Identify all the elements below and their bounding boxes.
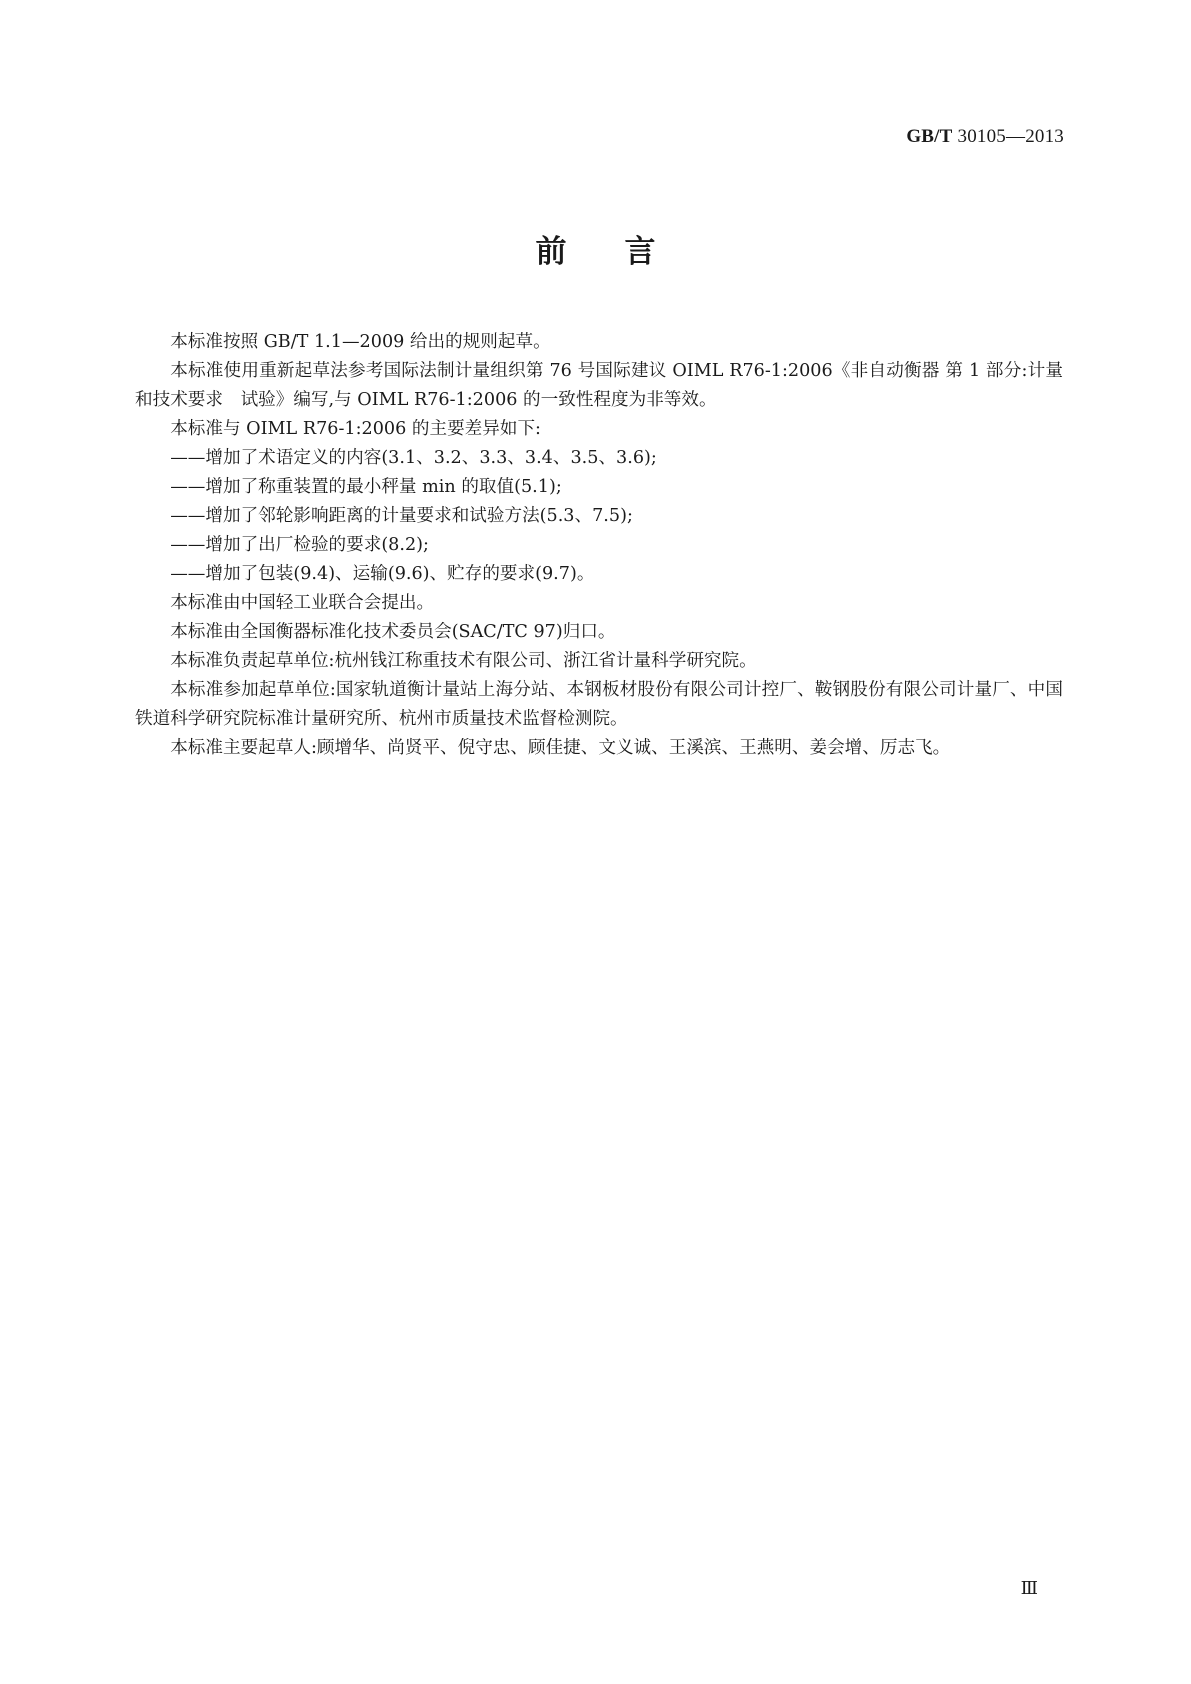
- list-item: ——增加了术语定义的内容(3.1、3.2、3.3、3.4、3.5、3.6);: [170, 448, 657, 468]
- standard-code-number: 30105—2013: [957, 126, 1064, 147]
- paragraph-committee: 本标准由全国衡器标准化技术委员会(SAC/TC 97)归口。: [170, 622, 616, 642]
- paragraph-participating-drafters: 本标准参加起草单位:国家轨道衡计量站上海分站、本钢板材股份有限公司计控厂、鞍钢股份有限公司计量厂、中国铁道科学研究院标准计量研究所、杭州市质量技术监督检测院。: [135, 680, 1063, 729]
- paragraph-drafting-rules: 本标准按照 GB/T 1.1—2009 给出的规则起草。: [170, 332, 551, 352]
- list-item: ——增加了称重装置的最小秤量 min 的取值(5.1);: [170, 477, 562, 497]
- page-title: 前言: [535, 234, 714, 270]
- page-number: Ⅲ: [1020, 1578, 1038, 1598]
- standard-code-prefix: GB/T: [906, 126, 953, 147]
- foreword-body: [135, 328, 1063, 763]
- paragraph-differences-intro: 本标准与 OIML R76-1:2006 的主要差异如下:: [170, 419, 541, 439]
- paragraph-proposer: 本标准由中国轻工业联合会提出。: [170, 593, 435, 613]
- list-item: ——增加了包装(9.4)、运输(9.6)、贮存的要求(9.7)。: [170, 564, 595, 584]
- paragraph-lead-drafters: 本标准负责起草单位:杭州钱江称重技术有限公司、浙江省计量科学研究院。: [170, 651, 757, 671]
- list-item: ——增加了出厂检验的要求(8.2);: [170, 535, 429, 555]
- paragraph-main-drafters: 本标准主要起草人:顾增华、尚贤平、倪守忠、顾佳捷、文义诚、王溪滨、王燕明、姜会增、厉志飞。: [170, 738, 951, 758]
- standard-code: [906, 126, 1064, 148]
- paragraph-reference: 本标准使用重新起草法参考国际法制计量组织第 76 号国际建议 OIML R76-1:2006《非自动衡器 第 1 部分:计量和技术要求 试验》编写,与 OIML R76-1:2006 的一致性程度为非等效。: [135, 361, 1063, 410]
- list-item: ——增加了邻轮影响距离的计量要求和试验方法(5.3、7.5);: [170, 506, 633, 526]
